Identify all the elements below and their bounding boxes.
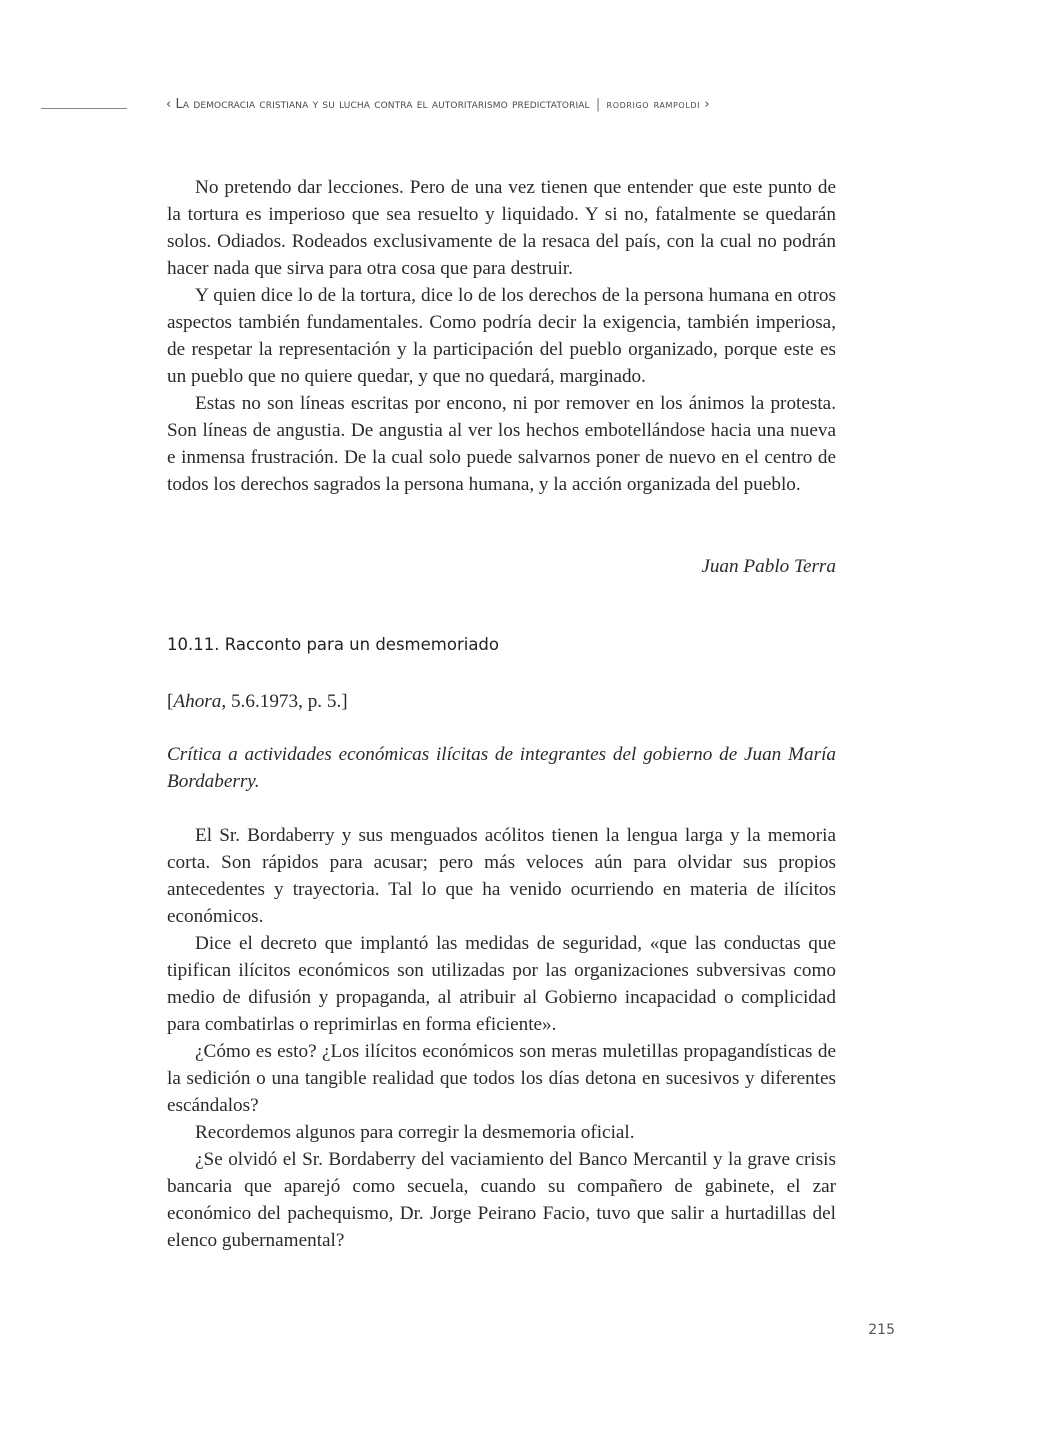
running-head-chevron-left: ‹ <box>166 97 172 112</box>
letter-paragraph: Estas no son líneas escritas por encono, ni por remover en los ánimos la protesta. Son líneas de angustia. De angustia al ver los hechos embotellándose hacia una nueva e inmensa frustración. De la cual solo puede salvarnos poner de nuevo en el centro de todos los derechos sagrados la persona humana, y la acción organizada del pueblo. <box>167 393 836 495</box>
source-publication: Ahora <box>173 691 222 712</box>
section-paragraph: Dice el decreto que implantó las medidas de seguridad, «que las conductas que tipifican ilícitos económicos son utilizadas por las organizaciones subversivas como medio de difusión y propaganda, al atribuir al Gobierno incapacidad o complicidad para combatirlas o reprimirlas en forma eficiente». <box>167 933 836 1035</box>
source-details: , 5.6.1973, p. 5.] <box>221 691 348 712</box>
running-head-separator: | <box>595 97 601 112</box>
letter-body <box>167 174 836 498</box>
header-rule <box>41 108 127 109</box>
section-paragraph: Recordemos algunos para corregir la desmemoria oficial. <box>195 1122 635 1143</box>
running-head-title: La democracia cristiana y su lucha contra el autoritarismo predictatorial <box>175 97 590 112</box>
section-source <box>167 688 348 715</box>
running-head-chevron-right: › <box>704 97 710 112</box>
page-number: 215 <box>868 1322 895 1338</box>
section-body <box>167 822 836 1254</box>
section-paragraph: ¿Cómo es esto? ¿Los ilícitos económicos son meras muletillas propagandísticas de la sedición o una tangible realidad que todos los días detona en sucesivos y diferentes escándalos? <box>167 1041 836 1116</box>
section-title: Racconto para un desmemoriado <box>224 635 499 654</box>
section-paragraph: El Sr. Bordaberry y sus menguados acólitos tienen la lengua larga y la memoria corta. Son rápidos para acusar; pero más veloces aún para olvidar sus propios antecedentes y trayectoria. Tal lo que ha venido ocurriendo en materia de ilícitos económicos. <box>167 825 836 927</box>
letter-paragraph: Y quien dice lo de la tortura, dice lo de los derechos de la persona humana en otros aspectos también fundamentales. Como podría decir la exigencia, también imperiosa, de respetar la representación y la participación del pueblo organizado, porque este es un pueblo que no quiere quedar, y que no quedará, marginado. <box>167 285 836 387</box>
section-paragraph: ¿Se olvidó el Sr. Bordaberry del vaciamiento del Banco Mercantil y la grave crisis bancaria que aparejó como secuela, cuando su compañero de gabinete, el zar económico del pachequismo, Dr. Jorge Peirano Facio, tuvo que salir a hurtadillas del elenco gubernamental? <box>167 1149 836 1251</box>
section-summary: Crítica a actividades económicas ilícitas de integrantes del gobierno de Juan María Bordaberry. <box>167 744 836 792</box>
source-bracket-open: [ <box>167 691 174 712</box>
section-heading <box>167 635 499 654</box>
letter-signature: Juan Pablo Terra <box>701 556 836 577</box>
letter-paragraph: No pretendo dar lecciones. Pero de una vez tienen que entender que este punto de la tortura es imperioso que sea resuelto y liquidado. Y si no, fatalmente se quedarán solos. Odiados. Rodeados exclusivamente de la resaca del país, con la cual no podrán hacer nada que sirva para otra cosa que para destruir. <box>167 177 836 279</box>
section-number: 10.11. <box>167 635 220 654</box>
running-head <box>166 97 846 112</box>
running-head-author: rodrigo rampoldi <box>606 97 701 111</box>
